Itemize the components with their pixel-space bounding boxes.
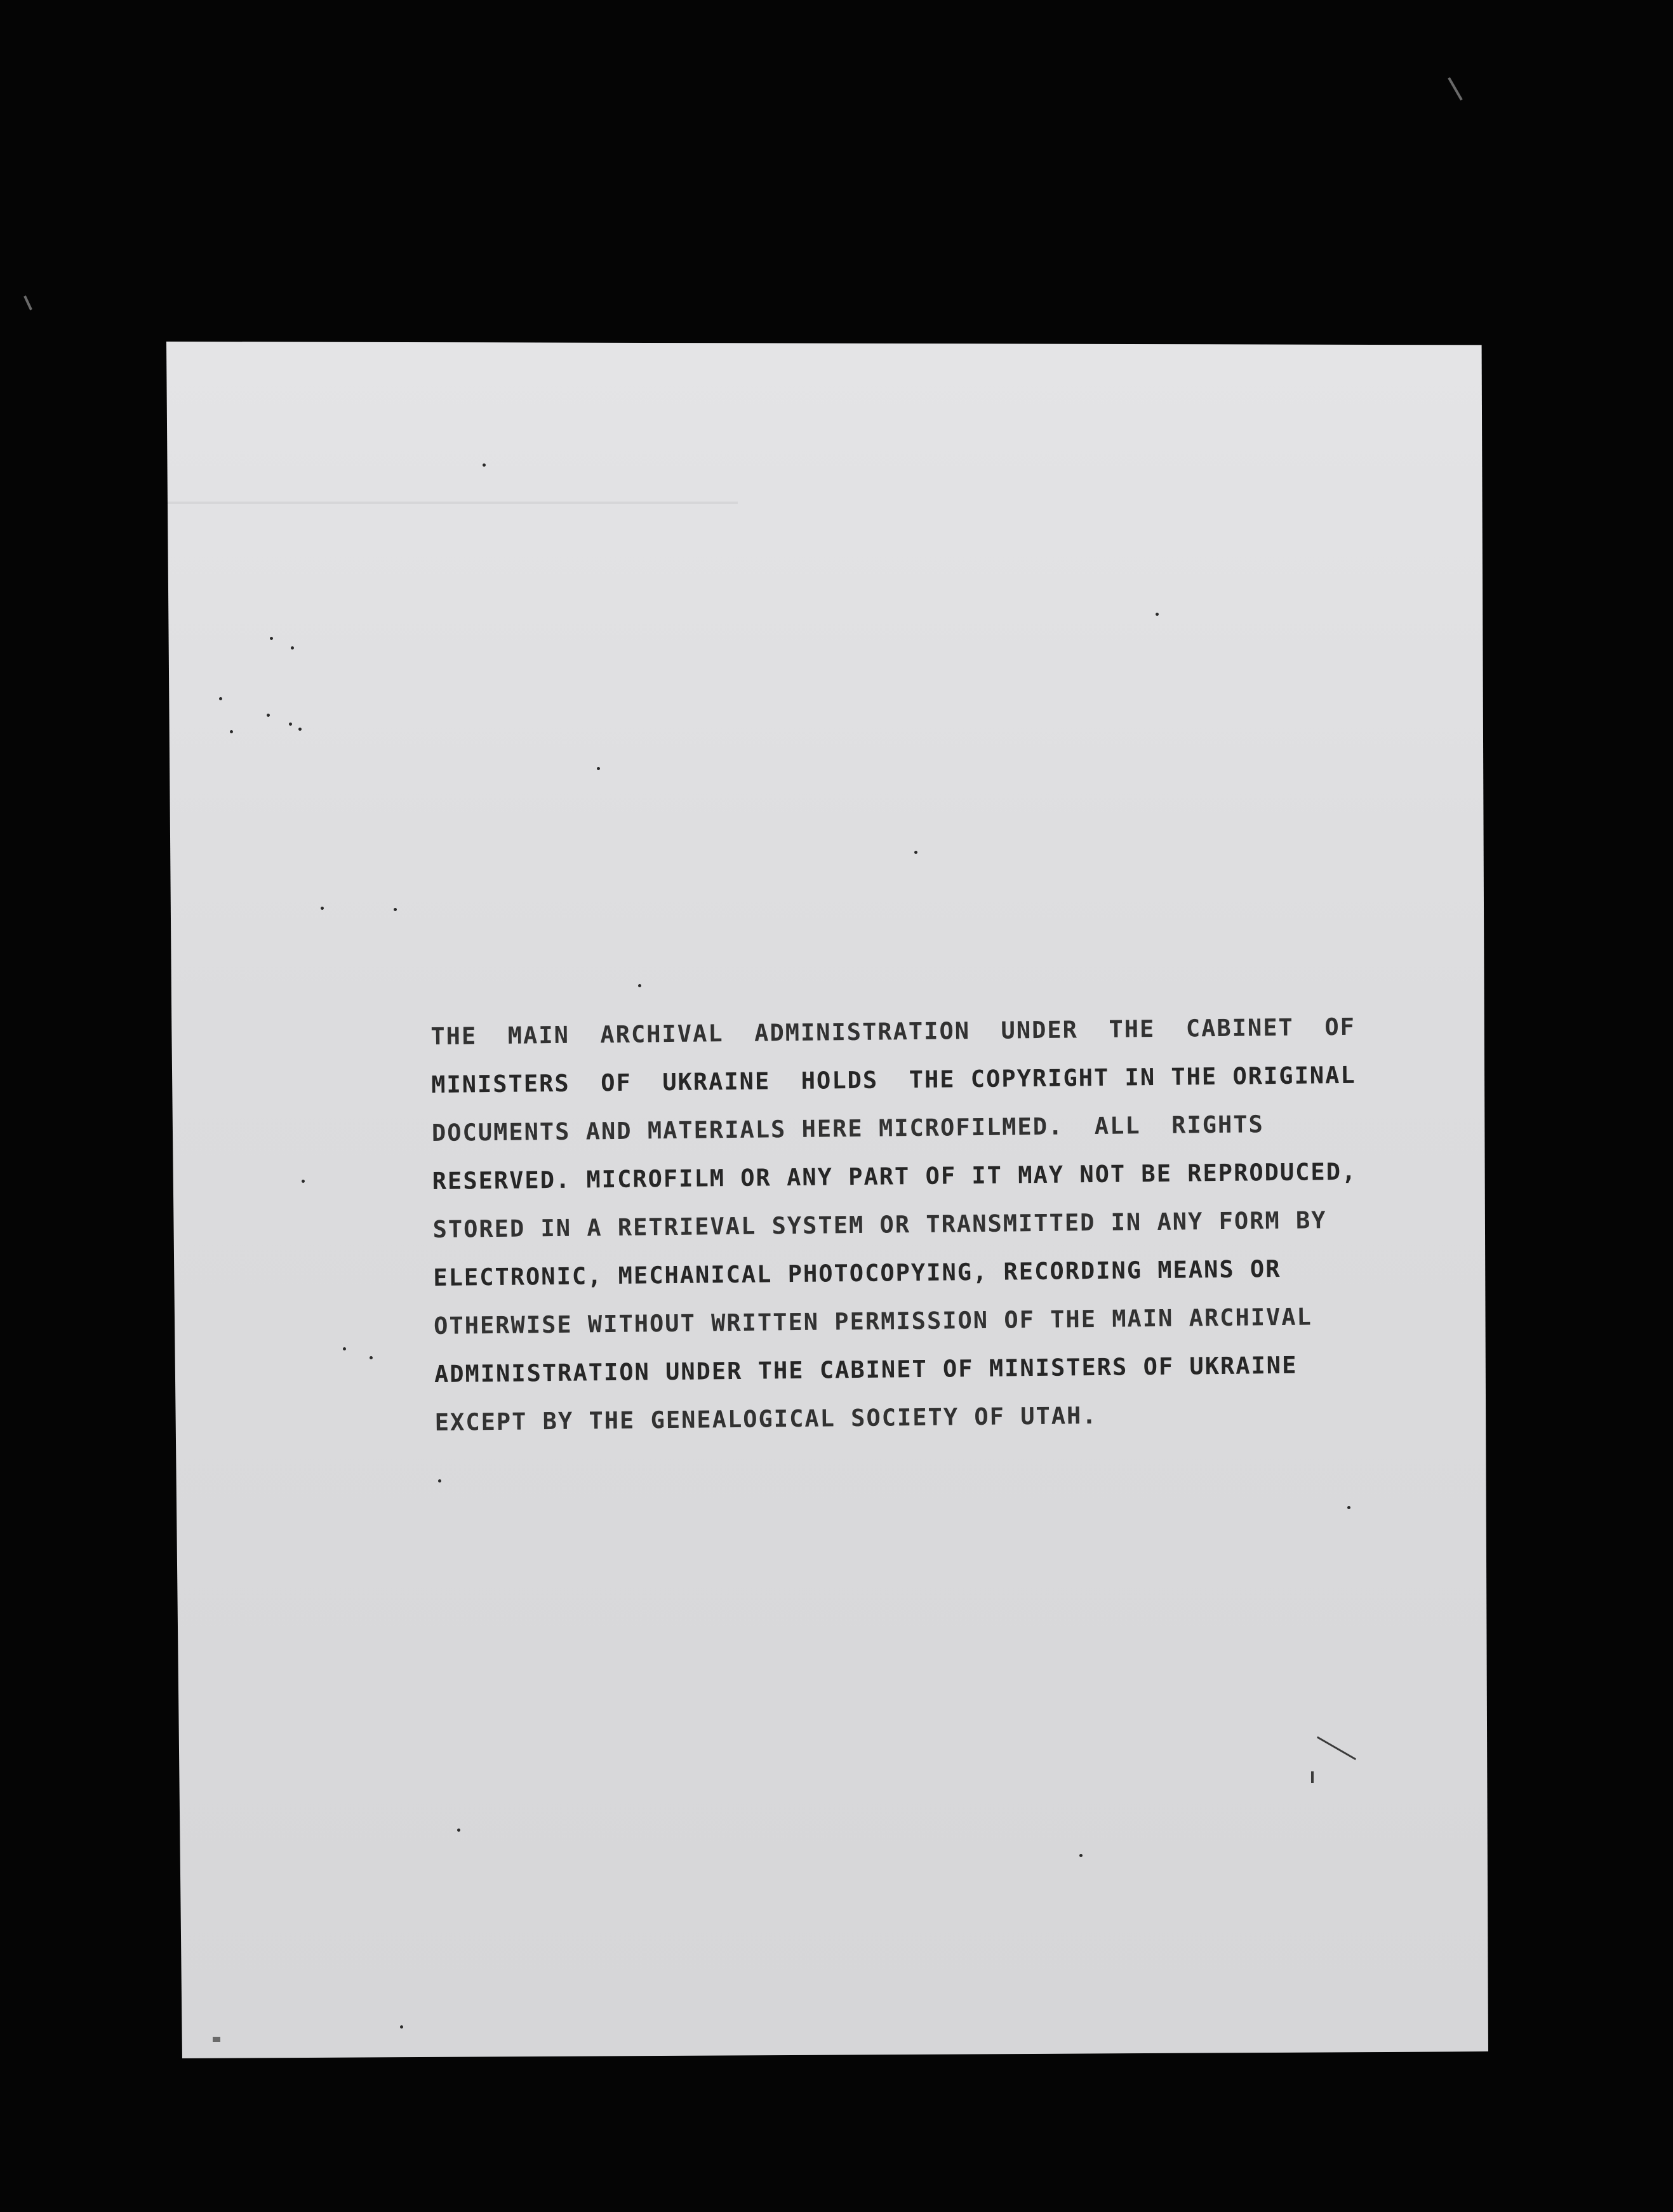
dust-speck (400, 2025, 403, 2029)
dust-speck (291, 646, 294, 650)
notice-line: RESERVED. MICROFILM OR ANY PART OF IT MAY NOT BE REPRODUCED, (432, 1157, 1357, 1195)
dust-speck (394, 908, 397, 911)
dust-speck (1079, 1854, 1083, 1857)
dust-speck (1156, 613, 1159, 616)
film-scratch (23, 295, 32, 310)
paper-corner-wear (213, 2037, 220, 2042)
dust-speck (270, 637, 273, 640)
dust-speck (457, 1829, 460, 1832)
dust-speck (638, 984, 641, 987)
dust-speck (370, 1356, 373, 1359)
scratch-mark (1311, 1771, 1314, 1783)
dust-speck (321, 907, 324, 910)
notice-line: ADMINISTRATION UNDER THE CABINET OF MINISTERS OF UKRAINE (434, 1351, 1298, 1388)
dust-speck (914, 851, 917, 854)
notice-line: OTHERWISE WITHOUT WRITTEN PERMISSION OF THE MAIN ARCHIVAL (433, 1303, 1313, 1340)
dust-speck (483, 463, 486, 467)
notice-line: STORED IN A RETRIEVAL SYSTEM OR TRANSMITTED IN ANY FORM BY (432, 1206, 1327, 1243)
notice-line: THE MAIN ARCHIVAL ADMINISTRATION UNDER THE CABINET OF (430, 1013, 1356, 1050)
film-scratch (1448, 77, 1462, 101)
dust-speck (597, 767, 600, 770)
dust-speck (343, 1347, 346, 1350)
notice-line: MINISTERS OF UKRAINE HOLDS THE COPYRIGHT IN THE ORIGINAL (430, 1061, 1356, 1098)
copyright-notice (430, 1003, 1425, 1447)
dust-speck (1347, 1506, 1350, 1509)
notice-line: ELECTRONIC, MECHANICAL PHOTOCOPYING, RECORDING MEANS OR (433, 1255, 1281, 1291)
dust-speck (230, 730, 233, 733)
dust-speck (302, 1180, 305, 1183)
paper-crease (166, 502, 738, 504)
dust-speck (289, 723, 292, 726)
dust-speck (298, 728, 302, 731)
notice-line: DOCUMENTS AND MATERIALS HERE MICROFILMED. ALL RIGHTS (431, 1110, 1265, 1147)
notice-line: EXCEPT BY THE GENEALOGICAL SOCIETY OF UTAH. (434, 1402, 1098, 1436)
dust-speck (219, 697, 222, 700)
dust-speck (438, 1479, 441, 1482)
dust-speck (267, 714, 270, 717)
